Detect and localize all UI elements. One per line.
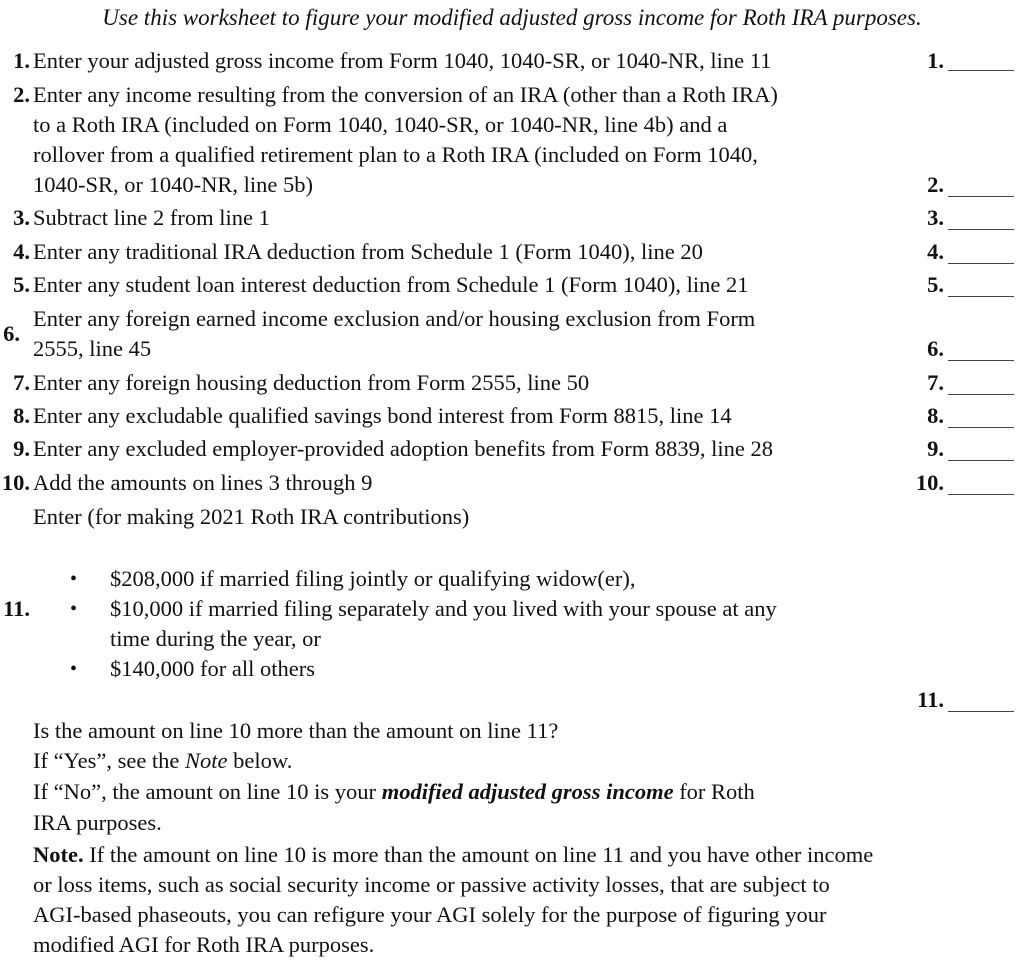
line-1-text: Enter your adjusted gross income from Form 1040, 1040-SR, or 1040-NR, line 11	[33, 48, 772, 73]
line-3-number: 3.	[13, 205, 30, 230]
line-11-intro: Enter (for making 2021 Roth IRA contributions)	[33, 504, 470, 529]
line-9-entry-blank[interactable]	[948, 460, 1014, 461]
bullet-2-text-1: $10,000 if married filing separately and you lived with your spouse at any	[110, 596, 777, 621]
line-4-entry-blank[interactable]	[948, 263, 1014, 264]
line-8-entry-blank[interactable]	[948, 427, 1014, 428]
line-5-text: Enter any student loan interest deduction from Schedule 1 (Form 1040), line 21	[33, 272, 749, 297]
line-8-number: 8.	[13, 403, 30, 428]
line-6-number: 6.	[3, 321, 20, 346]
line-1-number: 1.	[13, 48, 30, 73]
line-5-right-number: 5.	[927, 272, 944, 297]
line-2-entry-blank[interactable]	[948, 196, 1014, 197]
line-10-right-number: 10.	[915, 470, 944, 495]
line-11-right-number: 11.	[917, 687, 944, 712]
line-11-number: 11.	[3, 596, 30, 621]
line-4-text: Enter any traditional IRA deduction from Schedule 1 (Form 1040), line 20	[33, 239, 703, 264]
bullet-1-marker: •	[70, 568, 78, 590]
bullet-1-text: $208,000 if married filing jointly or qualifying widow(er),	[110, 566, 636, 591]
line-7-right-number: 7.	[927, 370, 944, 395]
if-no-text: If “No”, the amount on line 10 is your modified adjusted gross income for Roth	[33, 779, 755, 804]
bullet-3-text: $140,000 for all others	[110, 656, 315, 681]
line-2-number: 2.	[13, 82, 30, 107]
line-8-right-number: 8.	[927, 403, 944, 428]
line-2-text-4: 1040-SR, or 1040-NR, line 5b)	[33, 172, 313, 197]
line-10-number: 10.	[1, 470, 30, 495]
note-line-1: Note. If the amount on line 10 is more than the amount on line 11 and you have other income	[33, 842, 874, 867]
line-3-text: Subtract line 2 from line 1	[33, 205, 270, 230]
bullet-2-marker: •	[70, 598, 78, 620]
line-7-number: 7.	[13, 370, 30, 395]
bullet-3-marker: •	[70, 658, 78, 680]
line-6-entry-blank[interactable]	[948, 360, 1014, 361]
line-7-entry-blank[interactable]	[948, 394, 1014, 395]
note-label: Note.	[33, 842, 84, 867]
if-no-text-2: IRA purposes.	[33, 810, 162, 835]
line-10-text: Add the amounts on lines 3 through 9	[33, 470, 373, 495]
line-10-entry-blank[interactable]	[948, 494, 1014, 495]
comparison-question: Is the amount on line 10 more than the amount on line 11?	[33, 718, 559, 743]
line-2-right-number: 2.	[927, 172, 944, 197]
line-9-number: 9.	[13, 436, 30, 461]
note-line-2: or loss items, such as social security income or passive activity losses, that are subject to	[33, 872, 830, 897]
line-5-entry-blank[interactable]	[948, 296, 1014, 297]
line-4-right-number: 4.	[927, 239, 944, 264]
bullet-2-text-2: time during the year, or	[110, 626, 321, 651]
line-2-text-3: rollover from a qualified retirement plan to a Roth IRA (included on Form 1040,	[33, 142, 758, 167]
line-1-entry-blank[interactable]	[948, 70, 1014, 71]
line-8-text: Enter any excludable qualified savings bond interest from Form 8815, line 14	[33, 403, 732, 428]
line-4-number: 4.	[13, 239, 30, 264]
line-5-number: 5.	[13, 272, 30, 297]
line-9-right-number: 9.	[927, 436, 944, 461]
line-3-right-number: 3.	[927, 205, 944, 230]
worksheet-heading: Use this worksheet to figure your modified adjusted gross income for Roth IRA purposes.	[102, 5, 922, 30]
line-2-text-2: to a Roth IRA (included on Form 1040, 1040-SR, or 1040-NR, line 4b) and a	[33, 112, 728, 137]
line-6-right-number: 6.	[927, 336, 944, 361]
line-3-entry-blank[interactable]	[948, 229, 1014, 230]
line-6-text-1: Enter any foreign earned income exclusion and/or housing exclusion from Form	[33, 306, 756, 331]
note-line-4: modified AGI for Roth IRA purposes.	[33, 932, 375, 957]
line-7-text: Enter any foreign housing deduction from Form 2555, line 50	[33, 370, 590, 395]
note-line-3: AGI-based phaseouts, you can refigure your AGI solely for the purpose of figuring your	[33, 902, 827, 927]
line-6-text-2: 2555, line 45	[33, 336, 152, 361]
line-1-right-number: 1.	[927, 48, 944, 73]
line-2-text-1: Enter any income resulting from the conversion of an IRA (other than a Roth IRA)	[33, 82, 778, 107]
if-yes-text: If “Yes”, see the Note below.	[33, 748, 293, 773]
line-11-entry-blank[interactable]	[948, 711, 1014, 712]
line-9-text: Enter any excluded employer-provided adoption benefits from Form 8839, line 28	[33, 436, 773, 461]
